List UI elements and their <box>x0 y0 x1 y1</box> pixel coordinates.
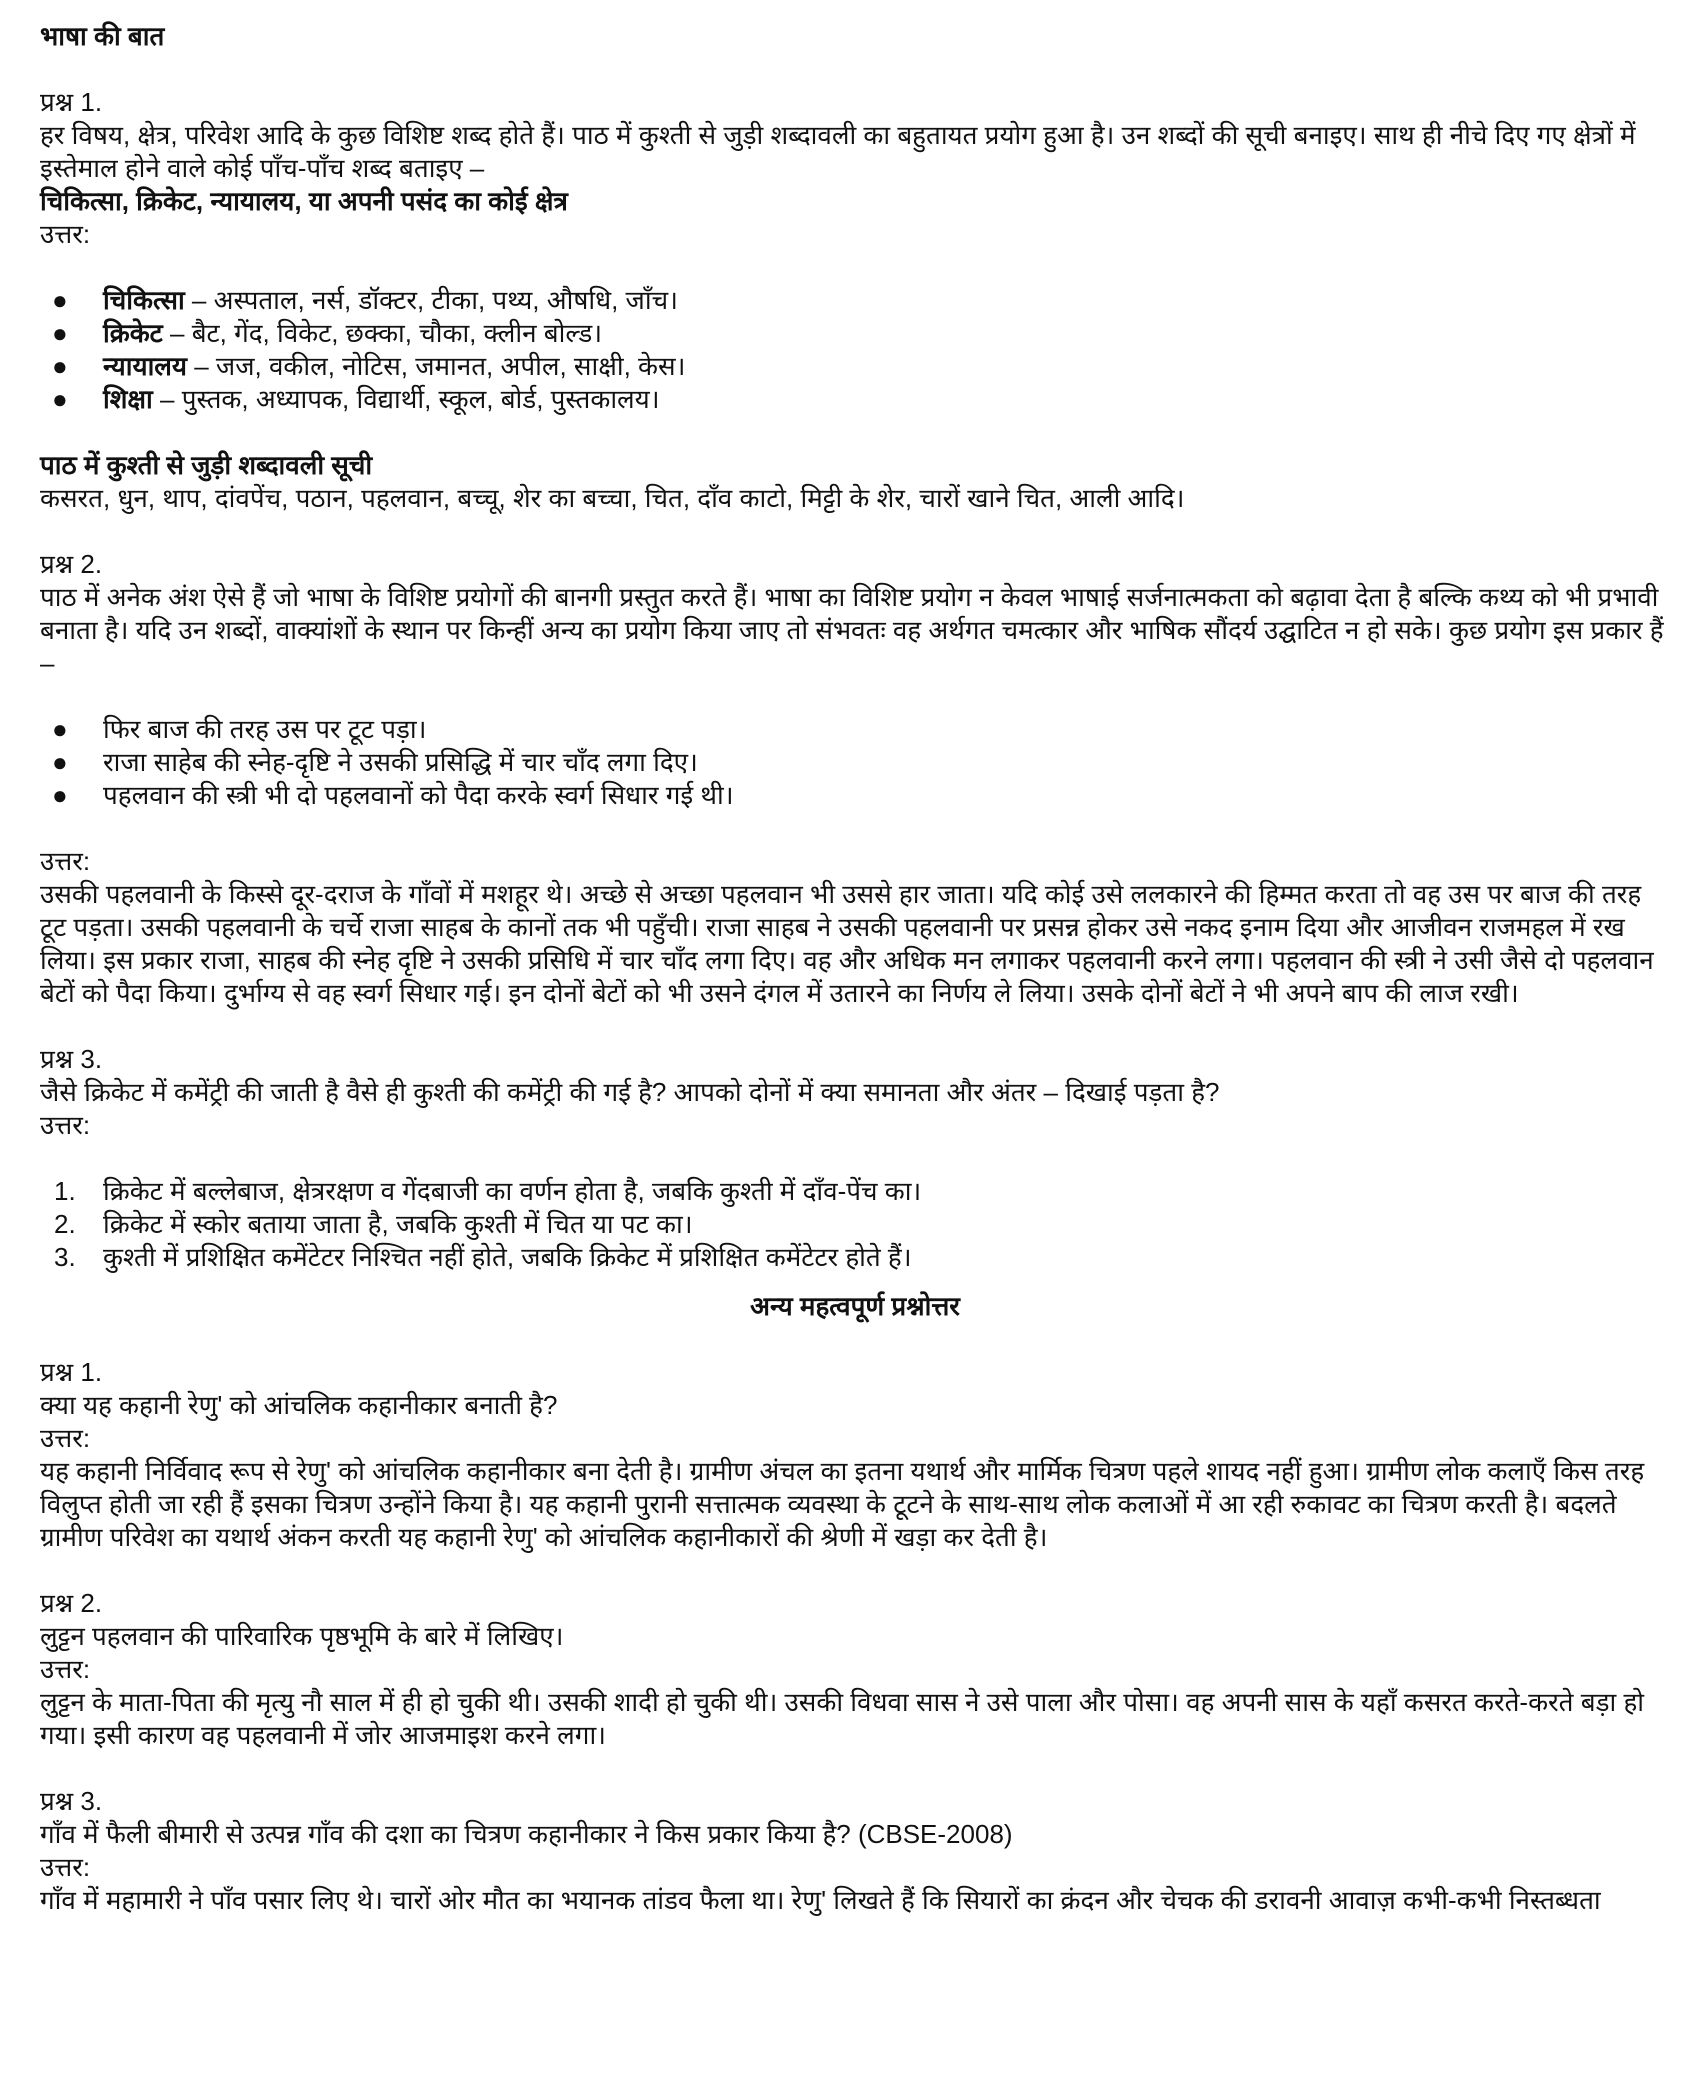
q1-list-text: कसरत, धुन, थाप, दांवपेंच, पठान, पहलवान, बच्चू, शेर का बच्चा, चित, दाँव काटो, मिट्टी के शेर, चारों खाने चित, आली आदि। <box>40 483 1185 513</box>
oq2-text: लुट्टन पहलवान की पारिवारिक पृष्ठभूमि के बारे में लिखिए। <box>40 1621 564 1651</box>
q1-text: हर विषय, क्षेत्र, परिवेश आदि के कुछ विशिष्ट शब्द होते हैं। पाठ में कुश्ती से जुड़ी शब्दावली का बहुतायत प्रयोग हुआ है। उन शब्दों की सूची बनाइए। साथ ही नीचे दिए गए क्षेत्रों में इस्तेमाल होने वाले कोई पाँच-पाँच शब्द बताइए – <box>40 120 1636 183</box>
list-item <box>40 350 1670 383</box>
list-item-text: राजा साहेब की स्नेह-दृष्टि ने उसकी प्रसिद्धि में चार चाँद लगा दिए। <box>103 747 698 777</box>
bullet-icon: ● <box>52 747 68 777</box>
q2-answer-label: उत्तर: <box>40 846 91 876</box>
list-item-number: 3. <box>54 1242 76 1272</box>
q2-label: प्रश्न 2. <box>40 549 103 579</box>
list-item <box>40 284 1670 317</box>
list-item-text: – बैट, गेंद, विकेट, छक्का, चौका, क्लीन बोल्ड। <box>162 318 603 348</box>
list-item-head: क्रिकेट <box>103 318 163 348</box>
q3-answer-list <box>40 1175 1670 1274</box>
q1-list-heading: पाठ में कुश्ती से जुड़ी शब्दावली सूची <box>40 450 373 480</box>
list-item <box>40 383 1670 416</box>
list-item-text: – जज, वकील, नोटिस, जमानत, अपील, साक्षी, केस। <box>187 351 686 381</box>
q1-answer-list <box>40 284 1670 416</box>
q3-answer-label: उत्तर: <box>40 1110 91 1140</box>
list-item <box>40 1208 1670 1241</box>
list-item <box>40 317 1670 350</box>
list-item-head: शिक्षा <box>103 384 153 414</box>
oq2-answer-label: उत्तर: <box>40 1654 91 1684</box>
oq3-answer-label: उत्तर: <box>40 1852 91 1882</box>
q1-label: प्रश्न 1. <box>40 87 103 117</box>
list-item <box>40 1241 1670 1274</box>
q2-example-list <box>40 713 1670 812</box>
q1-answer-label: उत्तर: <box>40 219 91 249</box>
list-item-text: क्रिकेट में बल्लेबाज, क्षेत्ररक्षण व गेंदबाजी का वर्णन होता है, जबकि कुश्ती में दाँव-पेंच का। <box>103 1176 922 1206</box>
list-item-number: 2. <box>54 1209 76 1239</box>
list-item-text: – पुस्तक, अध्यापक, विद्यार्थी, स्कूल, बोर्ड, पुस्तकालय। <box>152 384 660 414</box>
oq1-answer: यह कहानी निर्विवाद रूप से रेणु' को आंचलिक कहानीकार बना देती है। ग्रामीण अंचल का इतना यथार्थ और मार्मिक चित्रण पहले शायद नहीं हुआ। ग्रामीण लोक कलाएँ किस तरह विलुप्त होती जा रही हैं इसका चित्रण उन्होंने किया है। यह कहानी पुरानी सत्तात्मक व्यवस्था के टूटने के साथ-साथ लोक कलाओं में आ रही रुकावट का चित्रण करती है। बदलते ग्रामीण परिवेश का यथार्थ अंकन करती यह कहानी रेणु' को आंचलिक कहानीकारों की श्रेणी में खड़ा कर देती है। <box>40 1456 1645 1552</box>
list-item-text: – अस्पताल, नर्स, डॉक्टर, टीका, पथ्य, औषधि, जाँच। <box>184 285 678 315</box>
list-item-text: पहलवान की स्त्री भी दो पहलवानों को पैदा करके स्वर्ग सिधार गई थी। <box>103 780 734 810</box>
list-item-number: 1. <box>54 1176 76 1206</box>
document-page <box>40 20 1670 1917</box>
list-item-text: क्रिकेट में स्कोर बताया जाता है, जबकि कुश्ती में चित या पट का। <box>103 1209 693 1239</box>
bullet-icon: ● <box>52 285 68 315</box>
list-item <box>40 779 1670 812</box>
oq3-answer: गाँव में महामारी ने पाँव पसार लिए थे। चारों ओर मौत का भयानक तांडव फैला था। रेणु' लिखते हैं कि सियारों का क्रंदन और चेचक की डरावनी आवाज़ कभी-कभी निस्तब्धता <box>40 1885 1601 1915</box>
section-title: अन्य महत्वपूर्ण प्रश्नोत्तर <box>750 1291 960 1321</box>
oq2-answer: लुट्टन के माता-पिता की मृत्यु नौ साल में ही हो चुकी थी। उसकी शादी हो चुकी थी। उसकी विधवा सास ने उसे पाला और पोसा। वह अपनी सास के यहाँ कसरत करते-करते बड़ा हो गया। इसी कारण वह पहलवानी में जोर आजमाइश करने लगा। <box>40 1687 1644 1750</box>
bullet-icon: ● <box>52 351 68 381</box>
bullet-icon: ● <box>52 318 68 348</box>
q3-text: जैसे क्रिकेट में कमेंट्री की जाती है वैसे ही कुश्ती की कमेंट्री की गई है? आपको दोनों में क्या समानता और अंतर – दिखाई पड़ता है? <box>40 1077 1220 1107</box>
q2-text: पाठ में अनेक अंश ऐसे हैं जो भाषा के विशिष्ट प्रयोगों की बानगी प्रस्तुत करते हैं। भाषा का विशिष्ट प्रयोग न केवल भाषाई सर्जनात्मकता को बढ़ावा देता है बल्कि कथ्य को भी प्रभावी बनाता है। यदि उन शब्दों, वाक्यांशों के स्थान पर किन्हीं अन्य का प्रयोग किया जाए तो संभवतः वह अर्थगत चमत्कार और भाषिक सौंदर्य उद्घाटित न हो सके। कुछ प्रयोग इस प्रकार हैं – <box>40 582 1664 678</box>
oq3-text: गाँव में फैली बीमारी से उत्पन्न गाँव की दशा का चित्रण कहानीकार ने किस प्रकार किया है? (CBSE-2008) <box>40 1819 1013 1849</box>
oq2-label: प्रश्न 2. <box>40 1588 103 1618</box>
list-item <box>40 746 1670 779</box>
q1-bold-line: चिकित्सा, क्रिकेट, न्यायालय, या अपनी पसंद का कोई क्षेत्र <box>40 186 568 216</box>
oq1-text: क्या यह कहानी रेणु' को आंचलिक कहानीकार बनाती है? <box>40 1390 558 1420</box>
list-item-head: चिकित्सा <box>103 285 185 315</box>
oq3-label: प्रश्न 3. <box>40 1786 103 1816</box>
list-item-text: कुश्ती में प्रशिक्षित कमेंटेटर निश्चित नहीं होते, जबकि क्रिकेट में प्रशिक्षित कमेंटेटर होते हैं। <box>103 1242 912 1272</box>
list-item <box>40 1175 1670 1208</box>
oq1-answer-label: उत्तर: <box>40 1423 91 1453</box>
bullet-icon: ● <box>52 714 68 744</box>
list-item-head: न्यायालय <box>103 351 188 381</box>
q2-answer: उसकी पहलवानी के किस्से दूर-दराज के गाँवों में मशहूर थे। अच्छे से अच्छा पहलवान भी उससे हार जाता। यदि कोई उसे ललकारने की हिम्मत करता तो वह उस पर बाज की तरह टूट पड़ता। उसकी पहलवानी के चर्चे राजा साहब के कानों तक भी पहुँची। राजा साहब ने उसकी पहलवानी पर प्रसन्न होकर उसे नकद इनाम दिया और आजीवन राजमहल में रख लिया। इस प्रकार राजा, साहब की स्नेह दृष्टि ने उसकी प्रसिधि में चार चाँद लगा दिए। वह और अधिक मन लगाकर पहलवानी करने लगा। पहलवान की स्त्री ने उसी जैसे दो पहलवान बेटों को पैदा किया। दुर्भाग्य से वह स्वर्ग सिधार गई। इन दोनों बेटों को भी उसने दंगल में उतारने का निर्णय ले लिया। उसके दोनों बेटों ने भी अपने बाप की लाज रखी। <box>40 879 1654 1008</box>
q3-label: प्रश्न 3. <box>40 1044 103 1074</box>
oq1-label: प्रश्न 1. <box>40 1357 103 1387</box>
page-title: भाषा की बात <box>40 21 165 51</box>
list-item-text: फिर बाज की तरह उस पर टूट पड़ा। <box>103 714 427 744</box>
bullet-icon: ● <box>52 384 68 414</box>
bullet-icon: ● <box>52 780 68 810</box>
list-item <box>40 713 1670 746</box>
